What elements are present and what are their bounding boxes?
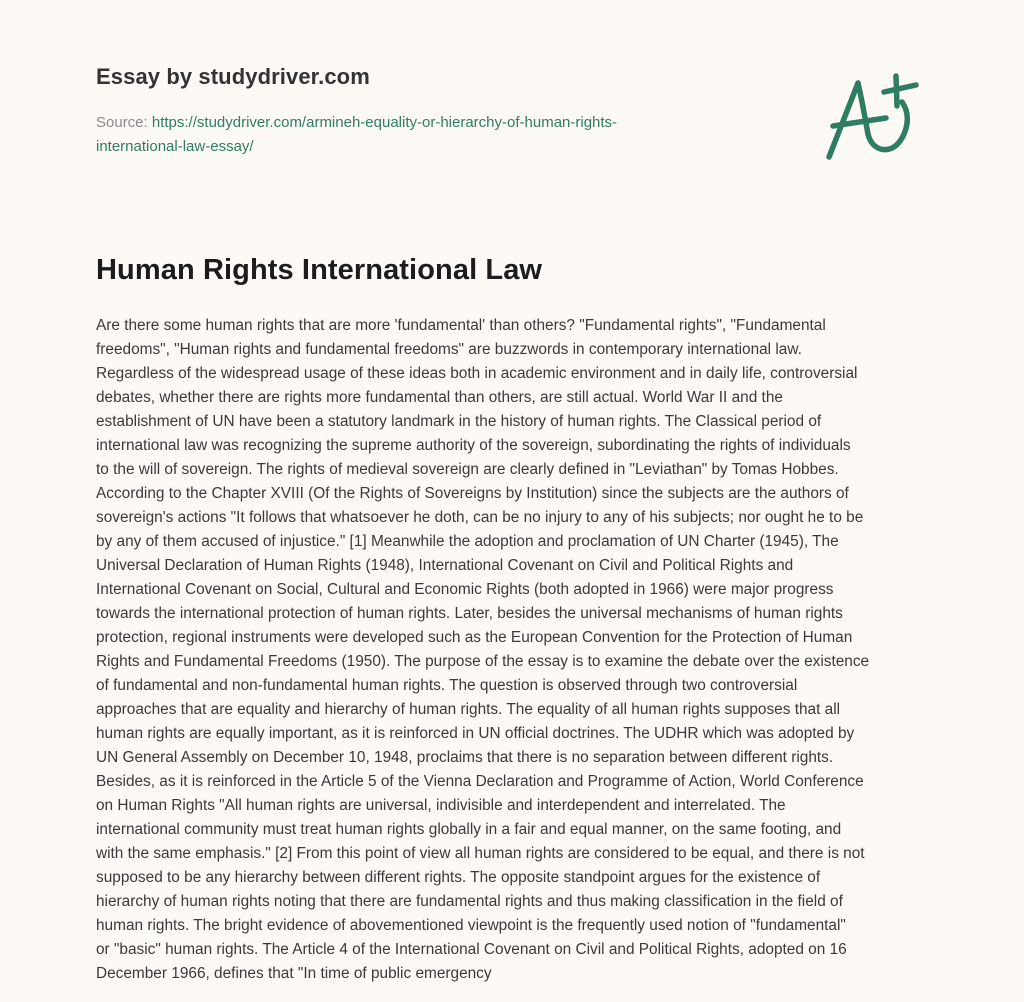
source-label: Source: <box>96 114 152 131</box>
essay-line: Besides, as it is reinforced in the Article 5 of the Vienna Declaration and Programme of Action, World Conference <box>96 773 864 790</box>
essay-line: on Human Rights "All human rights are universal, indivisible and interdependent and interrelated. The <box>96 797 786 814</box>
essay-line: with the same emphasis." [2] From this point of view all human rights are considered to be equal, and there is not <box>96 845 865 862</box>
essay-line: human rights. The bright evidence of abovementioned viewpoint is the frequently used notion of "fundamental" <box>96 917 846 934</box>
essay-line: December 1966, defines that "In time of public emergency <box>96 965 492 982</box>
essay-line: or "basic" human rights. The Article 4 of the International Covenant on Civil and Political Rights, adopted on 16 <box>96 941 847 958</box>
essay-line: international community must treat human rights globally in a fair and equal manner, on the same footing, and <box>96 821 842 838</box>
essay-line: Are there some human rights that are more 'fundamental' than others? "Fundamental rights", "Fundamental <box>96 317 826 334</box>
essay-line: International Covenant on Social, Cultural and Economic Rights (both adopted in 1966) were major progress <box>96 581 834 598</box>
essay-line: freedoms", "Human rights and fundamental freedoms" are buzzwords in contemporary international law. <box>96 341 802 358</box>
essay-line: Regardless of the widespread usage of these ideas both in academic environment and in daily life, controversial <box>96 365 858 382</box>
essay-line: towards the international protection of human rights. Later, besides the universal mechanisms of human rights <box>96 605 843 622</box>
essay-line: debates, whether there are rights more fundamental than others, are still actual. World War II and the <box>96 389 783 406</box>
essay-line: sovereign's actions "It follows that whatsoever he doth, can be no injury to any of his subjects; nor ought he to be <box>96 509 864 526</box>
essay-line: hierarchy of human rights noting that there are fundamental rights and thus making classification in the field of <box>96 893 843 910</box>
essay-line: human rights are equally important, as it is reinforced in UN official doctrines. The UDHR which was adopted by <box>96 725 855 742</box>
essay-line: UN General Assembly on December 10, 1948, proclaims that there is no separation between different rights. <box>96 749 834 766</box>
essay-line: Universal Declaration of Human Rights (1948), International Covenant on Civil and Political Rights and <box>96 557 794 574</box>
essay-line: supposed to be any hierarchy between different rights. The opposite standpoint argues for the existence of <box>96 869 821 886</box>
source-link[interactable] <box>96 114 617 155</box>
essay-line: establishment of UN have been a statutory landmark in the history of human rights. The Classical period of <box>96 413 822 430</box>
essay-line: to the will of sovereign. The rights of medieval sovereign are clearly defined in "Leviathan" by Tomas Hobbes. <box>96 461 839 478</box>
essay-body <box>96 314 956 986</box>
essay-line: by any of them accused of injustice." [1] Meanwhile the adoption and proclamation of UN Charter (1945), The <box>96 533 839 550</box>
site-header-title: Essay by studydriver.com <box>96 64 370 89</box>
essay-line: Rights and Fundamental Freedoms (1950). The purpose of the essay is to examine the debate over the existence <box>96 653 870 670</box>
essay-line: protection, regional instruments were developed such as the European Convention for the Protection of Human <box>96 629 853 646</box>
essay-line: international law was recognizing the supreme authority of the sovereign, subordinating the rights of individuals <box>96 437 851 454</box>
source-link-line-1: https://studydriver.com/armineh-equality-or-hierarchy-of-human-rights- <box>151 114 618 131</box>
source-citation <box>96 111 696 159</box>
a-plus-grade-icon <box>818 60 938 170</box>
essay-line: According to the Chapter XVIII (Of the Rights of Sovereigns by Institution) since the subjects are the authors of <box>96 485 849 502</box>
essay-line: of fundamental and non-fundamental human rights. The question is observed through two controversial <box>96 677 798 694</box>
source-link-line-2: international-law-essay/ <box>96 138 254 155</box>
document-title: Human Rights International Law <box>96 254 543 286</box>
essay-line: approaches that are equality and hierarchy of human rights. The equality of all human rights supposes that all <box>96 701 841 718</box>
